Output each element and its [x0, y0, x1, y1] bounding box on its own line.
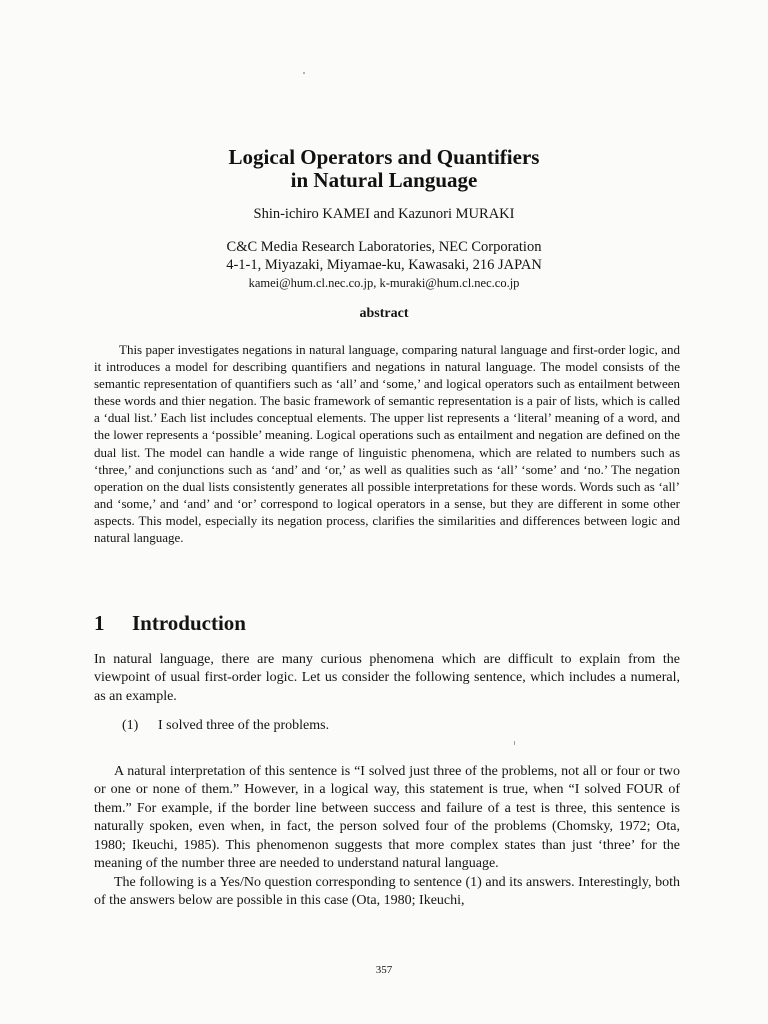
intro-paragraph-1: In natural language, there are many curious phenomena which are difficult to explain from the viewpoint of usual first-order logic. Let us consider the following sentence, which includes a numeral, as an example. [94, 652, 680, 704]
page-number: 357 [375, 964, 393, 976]
scan-speck [303, 72, 305, 74]
authors: Shin-ichiro KAMEI and Kazunori MURAKI [253, 206, 515, 222]
example-number: (1) [122, 718, 139, 733]
abstract-heading: abstract [359, 306, 409, 321]
title-line-2: in Natural Language [290, 168, 478, 192]
section-number: 1 [94, 611, 105, 635]
author-emails: kamei@hum.cl.nec.co.jp, k-muraki@hum.cl.nec.co.jp [248, 276, 520, 290]
affiliation-line-2: 4-1-1, Miyazaki, Miyamae-ku, Kawasaki, 216 JAPAN [226, 257, 542, 273]
abstract-text: This paper investigates negations in natural language, comparing natural language and first-order logic, and it introduces a model for describing quantifiers and negations in natural language. The model consists of the semantic representation of quantifiers such as ‘all’ and ‘some,’ and logical operators such as entailment between these words and thier negation. The basic framework of semantic representation is a pair of lists, which is called a ‘dual list.’ Each list includes conceptual elements. The upper list represents a ‘literal’ meaning of a word, and the lower represents a ‘possible’ meaning. Logical operations such as entailment and negation are defined on the dual list. The model can handle a wide range of linguistic phenomena, which are related to numbers such as ‘three,’ and conjunctions such as ‘and’ and ‘or,’ as well as qualities such as ‘all’ ‘some’ and ‘no.’ The negation operation on the dual lists consistently generates all possible interpretations for these words. Words such as ‘all’ and ‘some,’ and ‘and’ and ‘or’ correspond to logical operators in a sense, but they are different in some other aspects. This model, especially its negation process, clarifies the similarities and differences between logic and natural language. [94, 342, 680, 546]
intro-paragraph-3: The following is a Yes/No question corresponding to sentence (1) and its answers. Interestingly, both of the answers below are possible in this case (Ota, 1980; Ikeuchi, [94, 875, 680, 909]
paper-title [0, 146, 768, 192]
affiliation [0, 238, 768, 292]
title-line-1: Logical Operators and Quantifiers [228, 145, 540, 169]
affiliation-line-1: C&C Media Research Laboratories, NEC Corporation [226, 239, 542, 255]
section-title: Introduction [132, 611, 246, 635]
intro-paragraph-2: A natural interpretation of this sentence is “I solved just three of the problems, not all or four or two or one or none of them.” However, in a logical way, this statement is true, when “I solved FOUR of them.” For example, if the border line between success and failure of a test is three, this sentence is naturally spoken, even when, in fact, the person solved four of the problems (Chomsky, 1972; Ota, 1980; Ikeuchi, 1985). This phenomenon suggests that more complex states than just ‘three’ for the meaning of the number three are needed to understand natural language. [94, 764, 680, 872]
section-heading [94, 611, 246, 636]
scan-speck [514, 741, 515, 745]
example-text: I solved three of the problems. [158, 718, 330, 733]
example-sentence [122, 718, 329, 734]
